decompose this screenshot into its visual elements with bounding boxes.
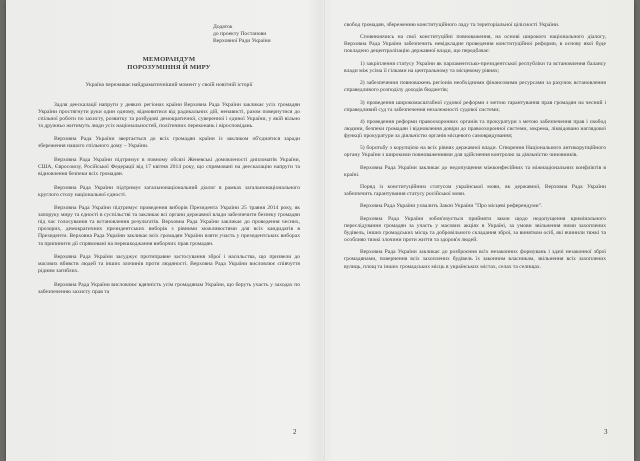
lead-sentence: Україна переживає найдраматичніший момент у своїй новітній історії	[85, 82, 253, 89]
list-item: 3) проведення широкомасштабної судової реформи з метою гарантування прав громадян на чесний і справедливий суд та забезпечення незалежності судової системи;	[344, 99, 606, 113]
paragraph: Верховна Рада України ухвалить Закон України "Про місцеві референдуми".	[360, 203, 543, 210]
list-item: 2) забезпечення повноважень регіонів необхідними фінансовими ресурсами за рахунок встановлення справедливого розподілу доходів бюджетів;	[344, 80, 606, 94]
page-left	[38, 0, 300, 461]
list-item: 4) проведення реформи правоохоронних органів та прокуратури з метою забезпечення прав і свобод людини, безпеки громадян і відновлення довіри до правоохоронної системи, зокрема, ліквідовано наглядової функції прокуратури за діяльністю органів місцевого самоврядування;	[344, 118, 606, 140]
paragraph: Верховна Рада України закликає до розброєння всіх незаконних формувань і здачі незаконної зброї громадянами, повернення всіх захоплених будівель їх законним власникам, звільнення всіх захоплених вулиць, площ та інших громадських місць в українських містах, селах та селищах.	[344, 249, 606, 270]
paragraph: Задля деескалації напруги у деяких регіонах країни Верховна Рада України закликає усіх громадян України простягнути руки один одному, відмовитися від радикальних дій, ненависті, разом повернутися до спільної роботи по захисту, розвитку та розбудові демократичної, суверенної і єдиної України, у якій вільно та дружньо житимуть люди усіх національностей, політичних переконань і віросповідань.	[38, 101, 300, 129]
paragraph: Верховна Рада України підтримує в повному обсязі Женевські домовленості дипломатів України, США, Євросоюзу, Російської Федерації від 17 квітня 2014 року, що спрямовані на деескалацію напруги та відновлення безпеки всіх громадян.	[38, 156, 300, 178]
paragraph: Верховна Рада України висловлює вдячність усім громадянам України, що беруть участь у заходах по забезпеченню захисту прав та	[38, 281, 300, 295]
paragraph: Верховна Рада України засуджує протиправне застосування зброї і насильства, що призвели до масових вбивств людей та інших злочинів проти людяності. Верховна Рада України висловлює співчуття рідним загиблих.	[38, 254, 300, 275]
title-line: МЕМОРАНДУМ	[142, 55, 196, 63]
appendix-line: до проекту Постанови	[213, 31, 267, 38]
page-right	[344, 0, 606, 461]
page-number: 2	[293, 428, 297, 436]
paragraph: Верховна Рада України підтримує загальнонаціональний діалог в рамках загальнонаціонального круглого столу національної єдності.	[38, 184, 300, 198]
appendix-heading	[213, 24, 300, 46]
paragraph: свобод громадян, збереженню конституційного ладу та територіальної цілісності України.	[344, 22, 560, 28]
list-item: 1) закріплення статусу України як парламентсько-президентської республіки та встановлення балансу влади між усіма її гілками на центральному та місцевому рівнях;	[344, 60, 606, 74]
paragraph: Верховна Рада України закликає до недопущення міжконфесійних та міжнаціональних конфліктів в країні.	[344, 164, 606, 178]
paragraph: Верховна Рада України звертається до всіх громадян країни із закликом об'єднатися заради збереження нашого спільного дому – України.	[38, 136, 300, 150]
page-fold	[324, 0, 326, 461]
paragraph: Верховна Рада України зобов'язується прийняти закон щодо недопущення кримінального переслідування громадян за участь у масових акціях в Україні, за умови звільнення ними захоплених будівель, інших громадських місць та добровільного складання зброї, за винятком осіб, які вчинили тяжкі та особливо тяжкі злочини проти життя та здоров'я людей.	[344, 215, 606, 244]
title-line: ПОРОЗУМІННЯ Й МИРУ	[127, 64, 211, 72]
document-title	[38, 56, 300, 73]
paragraph: Поряд із конституційним статусом української мови, як державної, Верховна Рада України забезпечить гарантування статусу російської мови.	[344, 184, 606, 198]
list-item: 5) боротьбу з корупцією на всіх рівнях державної влади. Створення Національного антикорупційного органу України з широкими повноваженнями для здійснення контролю за діяльністю чиновників.	[344, 145, 606, 159]
document-paper	[6, 0, 634, 461]
appendix-line: Верховної Ради України	[213, 38, 271, 45]
paragraph: Верховна Рада України підтримує проведення виборів Президента України 25 травня 2014 року, як запоруку миру та єдності в суспільстві та закликає всі органи державної влади забезпечити безпеку громадян під час голосування та встановлення результатів. Верховна Рада України закликає до проведення чесних, прозорих, демократичних президентських виборів з рівними можливостями для всіх кандидатів в Президенти. Верховна Рада України закликає всіх громадян України взяти участь у президентських виборах та припинити дії спрямовані на перешкоджання виборчих прав громадян.	[38, 205, 300, 247]
appendix-line: Додаток	[213, 24, 233, 30]
paragraph: Сповнюючись на свої конституційні повноваження, на основі широкого національного діалогу, Верховна Рада України забезпечить невідкладне проведення конституційної реформи, в основу якої буде покладено децентралізацію державної влади, що передбачає:	[344, 34, 606, 55]
page-number: 3	[604, 428, 608, 436]
